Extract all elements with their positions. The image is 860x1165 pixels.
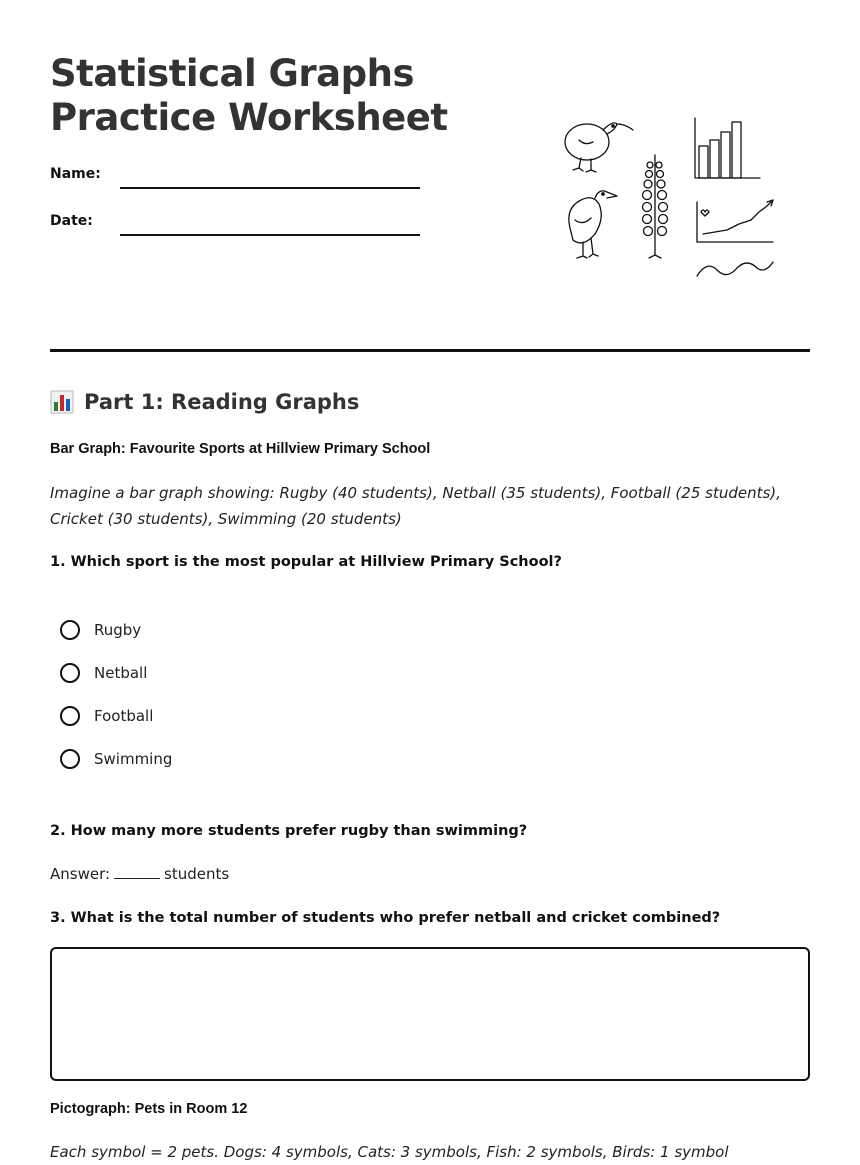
squiggle-icon bbox=[697, 262, 773, 276]
question-3: 3. What is the total number of students who prefer netball and cricket combined? bbox=[50, 910, 721, 926]
answer-prefix: Answer: bbox=[50, 865, 111, 883]
question-3-answer-box[interactable] bbox=[50, 947, 810, 1081]
title-line-2: Practice Worksheet bbox=[50, 96, 448, 139]
option-label: Netball bbox=[94, 664, 148, 682]
pictograph-title: Pictograph: Pets in Room 12 bbox=[50, 1101, 248, 1117]
lupin-flower-icon bbox=[643, 155, 668, 258]
answer-suffix: students bbox=[164, 865, 230, 883]
title-line-1: Statistical Graphs bbox=[50, 52, 414, 95]
bar-graph-description: Imagine a bar graph showing: Rugby (40 students), Netball (35 students), Football (25 students), Cricket (30 students), Swimming (20 students) bbox=[50, 484, 781, 528]
worksheet-illustration bbox=[555, 110, 785, 285]
bar-graph-title: Bar Graph: Favourite Sports at Hillview Primary School bbox=[50, 441, 431, 457]
date-field[interactable] bbox=[120, 234, 420, 236]
bar-chart-emoji-icon bbox=[50, 390, 74, 414]
question-1: 1. Which sport is the most popular at Hillview Primary School? bbox=[50, 554, 562, 570]
option-label: Rugby bbox=[94, 621, 142, 639]
option-netball[interactable] bbox=[60, 663, 147, 683]
pictograph-description: Each symbol = 2 pets. Dogs: 4 symbols, Cats: 3 symbols, Fish: 2 symbols, Birds: 1 symbol bbox=[50, 1143, 729, 1161]
name-label: Name: bbox=[50, 166, 101, 182]
line-graph-icon bbox=[697, 200, 773, 242]
radio-button[interactable] bbox=[60, 663, 80, 683]
option-swimming[interactable] bbox=[60, 749, 172, 769]
part1-heading-text: Part 1: Reading Graphs bbox=[84, 390, 360, 414]
radio-button[interactable] bbox=[60, 706, 80, 726]
option-label: Swimming bbox=[94, 750, 173, 768]
option-label: Football bbox=[94, 707, 154, 725]
name-field[interactable] bbox=[120, 187, 420, 189]
date-label: Date: bbox=[50, 213, 93, 229]
kiwi-bird-icon bbox=[569, 191, 617, 258]
worksheet-title bbox=[50, 52, 448, 140]
kiwi-bird-icon bbox=[565, 123, 633, 172]
question-2: 2. How many more students prefer rugby than swimming? bbox=[50, 823, 528, 839]
bar-chart-icon bbox=[695, 118, 760, 178]
option-rugby[interactable] bbox=[60, 620, 141, 640]
answer-blank-field[interactable] bbox=[114, 864, 160, 879]
option-football[interactable] bbox=[60, 706, 153, 726]
radio-button[interactable] bbox=[60, 620, 80, 640]
question-2-answer bbox=[50, 864, 229, 883]
radio-button[interactable] bbox=[60, 749, 80, 769]
section-divider bbox=[50, 349, 810, 352]
part1-heading bbox=[50, 390, 359, 414]
